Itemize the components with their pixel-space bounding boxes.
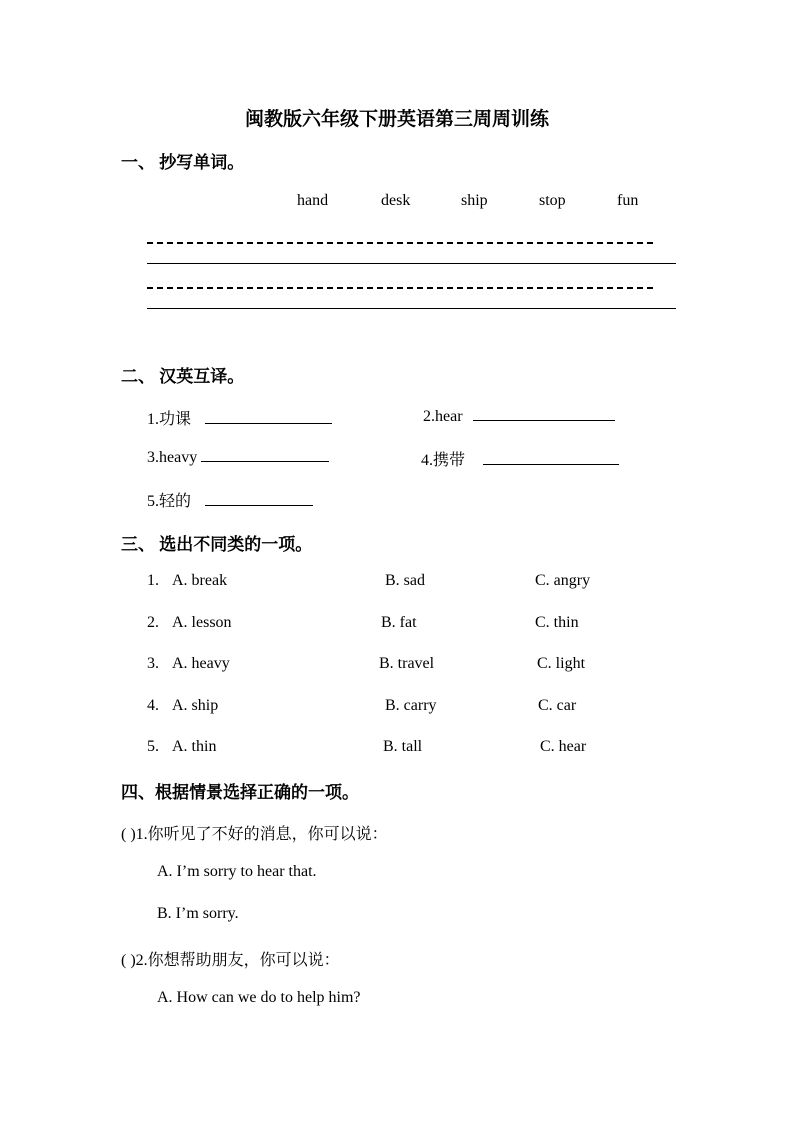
choice-row-2-a: A. lesson	[172, 614, 232, 631]
choice-row-5-a: A. thin	[172, 738, 217, 755]
choice-row-1-c: C. angry	[535, 572, 591, 589]
word-desk: desk	[381, 192, 411, 209]
answer-blank-3[interactable]	[201, 447, 329, 462]
answer-blank-1[interactable]	[205, 409, 332, 424]
translate-item-3	[147, 447, 329, 467]
writing-dashed-line-2	[147, 287, 653, 289]
answer-blank-4[interactable]	[483, 450, 619, 465]
writing-base-line-1	[147, 263, 676, 264]
choice-row-2-b: B. fat	[381, 614, 417, 631]
answer-paren-1[interactable]: ( )	[121, 826, 136, 843]
translate-item-1-label: 1.功课	[147, 411, 192, 428]
choice-row-3-c: C. light	[537, 655, 586, 672]
choice-row-3-a: A. heavy	[172, 655, 230, 672]
choice-row-2-num: 2.	[147, 614, 159, 631]
translate-item-5-label: 5.轻的	[147, 493, 192, 510]
choice-row-5-b: B. tall	[383, 738, 423, 755]
translate-item-3-label: 3.heavy	[147, 449, 198, 466]
answer-blank-2[interactable]	[473, 406, 615, 421]
choice-row-1-num: 1.	[147, 572, 159, 589]
choice-row-5-num: 5.	[147, 738, 159, 755]
translate-item-1	[147, 406, 332, 429]
translate-item-5	[147, 488, 313, 511]
question-1-option-b: B. I’m sorry.	[157, 905, 239, 922]
translate-item-4-label: 4.携带	[421, 452, 466, 469]
translate-item-4	[421, 447, 619, 470]
word-stop: stop	[539, 192, 566, 209]
choice-row-4-b: B. carry	[385, 697, 437, 714]
question-2-option-a: A. How can we do to help him?	[157, 989, 361, 1006]
question-1	[121, 821, 388, 844]
choice-row-3-b: B. travel	[379, 655, 435, 672]
section-3-heading: 三、 选出不同类的一项。	[121, 535, 313, 554]
choice-row-1-a: A. break	[172, 572, 228, 589]
question-2-text: 2.你想帮助朋友，你可以说：	[135, 952, 340, 969]
choice-row-4-c: C. car	[538, 697, 577, 714]
word-fun: fun	[617, 192, 639, 209]
question-1-option-a: A. I’m sorry to hear that.	[157, 863, 317, 880]
choice-row-5-c: C. hear	[540, 738, 587, 755]
writing-base-line-2	[147, 308, 676, 309]
choice-row-4-num: 4.	[147, 697, 159, 714]
page-title: 闽教版六年级下册英语第三周周训练	[244, 109, 549, 130]
section-1-heading: 一、 抄写单词。	[121, 153, 245, 172]
choice-row-4-a: A. ship	[172, 697, 219, 714]
word-hand: hand	[297, 192, 329, 209]
translate-item-2	[423, 406, 615, 426]
question-1-text: 1.你听见了不好的消息，你可以说：	[135, 826, 388, 843]
choice-row-1-b: B. sad	[385, 572, 425, 589]
translate-item-2-label: 2.hear	[423, 408, 463, 425]
section-4-heading: 四、根据情景选择正确的一项。	[121, 783, 359, 802]
choice-row-3-num: 3.	[147, 655, 159, 672]
writing-dashed-line-1	[147, 242, 653, 244]
section-2-heading: 二、 汉英互译。	[121, 367, 245, 386]
choice-row-2-c: C. thin	[535, 614, 579, 631]
word-ship: ship	[461, 192, 488, 209]
question-2	[121, 947, 340, 970]
answer-paren-2[interactable]: ( )	[121, 952, 136, 969]
answer-blank-5[interactable]	[205, 491, 313, 506]
